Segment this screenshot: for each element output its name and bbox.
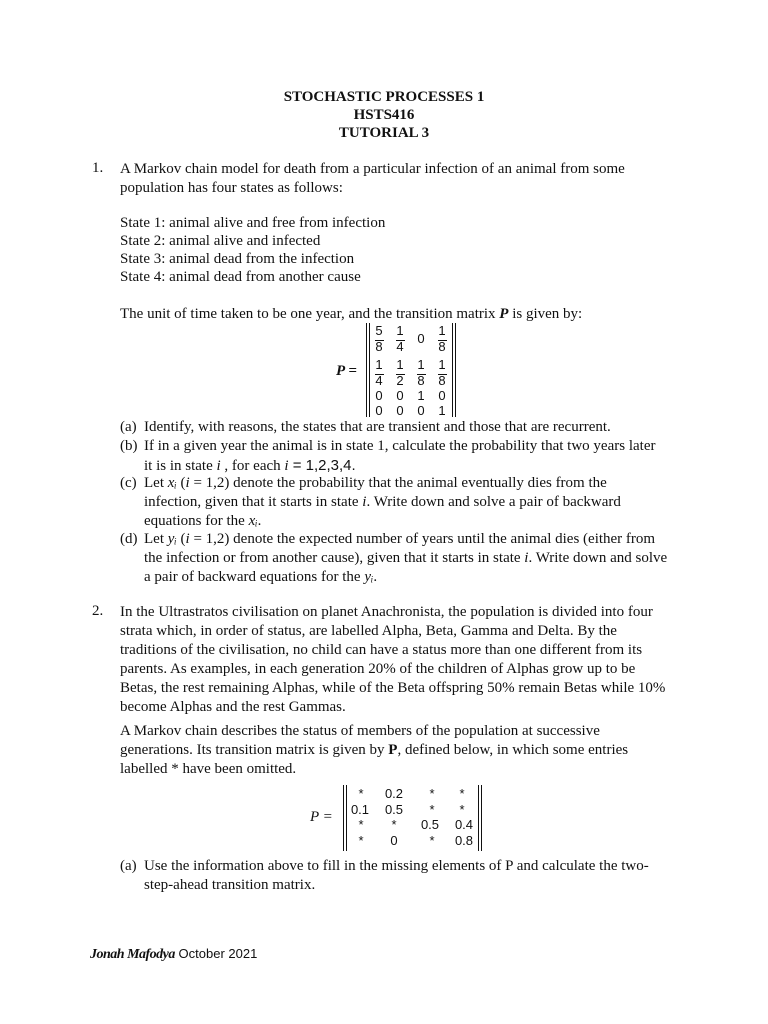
q1-d-text-e: . Write down and solve: [528, 550, 668, 566]
q2-para1: [120, 603, 675, 717]
q1-m-r1c3: 0: [417, 331, 425, 346]
q1-m-r2c2-den: 2: [396, 373, 404, 388]
q2-para1-line4: parents. As examples, in each generation 20% of the children of Alphas grow up to be: [120, 661, 636, 677]
q1-part-b-line1: If in a given year the animal is in state 1, calculate the probability that two years later: [144, 438, 656, 454]
tutorial-title: TUTORIAL 3: [338, 125, 430, 141]
q1-d-text-b: (: [176, 531, 186, 547]
q2-m-r3c3: 0.5: [420, 817, 440, 832]
q1-c-text-f: equations for the: [144, 513, 249, 529]
q1-c-text-a: Let: [144, 475, 168, 491]
q2-m-r3c4: 0.4: [454, 817, 474, 832]
footer: [90, 946, 257, 963]
q1-m-r1c1-num: 5: [375, 323, 383, 338]
q2-para1-line1: In the Ultrastratos civilisation on planet Anachronista, the population is divided into four: [120, 604, 653, 620]
q1-part-c-line1: [144, 474, 675, 493]
q1-d-sym-yi2: yᵢ: [364, 569, 374, 585]
q1-m-r1c2-num: 1: [396, 323, 404, 338]
q2-transition-matrix: [343, 785, 483, 851]
q1-number: 1.: [92, 160, 104, 176]
q2-para1-line6: become Alphas and the rest Gammas.: [120, 699, 346, 715]
q1-m-r3c1: 0: [375, 388, 383, 403]
q1-part-d-label: (d): [120, 531, 138, 547]
q1-c-sym-xi2: xᵢ: [248, 513, 258, 529]
q2-m-r4c1: *: [358, 833, 364, 848]
course-title: STOCHASTIC PROCESSES 1: [283, 89, 485, 105]
q1-state-2: State 2: animal alive and infected: [120, 233, 321, 249]
q2-para2-text-a: generations. Its transition matrix is given by: [120, 742, 389, 758]
q2-part-a: [144, 857, 675, 895]
q1-part-c-line2: [144, 493, 675, 512]
q1-d-text-f: a pair of backward equations for the: [144, 569, 365, 585]
q1-m-r2c3-den: 8: [417, 373, 425, 388]
q1-d-text-d: the infection or from another cause), given that it starts in state: [144, 550, 525, 566]
course-code: HSTS416: [353, 107, 415, 123]
q2-m-r2c4: *: [459, 802, 465, 817]
q1-b-text-b: , for each: [220, 458, 285, 474]
q2-m-r1c4: *: [459, 786, 465, 801]
q1-part-c-line3: [144, 512, 261, 531]
q1-m-r4c3: 0: [417, 403, 425, 418]
q2-para1-line3: traditions of the civilisation, no child can have a status more than one different from its: [120, 642, 643, 658]
q1-c-sym-i: i: [185, 475, 190, 491]
q1-b-sym-i2: i: [284, 458, 289, 474]
q1-c-text-d: infection, given that it starts in state: [144, 494, 363, 510]
q1-d-sym-i2: i: [524, 550, 529, 566]
q2-part-a-line1: Use the information above to fill in the missing elements of P and calculate the two-: [144, 858, 649, 874]
q1-m-r1c1-den: 8: [375, 339, 383, 354]
q1-state-4: State 4: animal dead from another cause: [120, 269, 361, 285]
q1-m-r1c4-den: 8: [438, 339, 446, 354]
q2-para2: [120, 722, 675, 779]
q1-state-3: State 3: animal dead from the infection: [120, 251, 355, 267]
q1-m-r2c3-num: 1: [417, 357, 425, 372]
q2-m-r1c1: *: [358, 786, 364, 801]
q2-para1-line2: strata which, in order of status, are labelled Alpha, Beta, Gamma and Delta. By the: [120, 623, 617, 639]
q1-matrix-intro-b: is given by:: [508, 306, 583, 322]
q1-transition-matrix: [366, 323, 458, 417]
q1-part-b-line2: [144, 456, 356, 476]
q2-para2-bold-p: P: [388, 742, 398, 758]
q1-state-1: State 1: animal alive and free from infection: [120, 215, 386, 231]
q1-c-sym-i2: i: [362, 494, 367, 510]
q2-para2-line3: labelled * have been omitted.: [120, 761, 297, 777]
q2-para1-line5: Betas, the rest remaining Alphas, while of the Beta offspring 50% remain Betas while 10%: [120, 680, 666, 696]
q2-matrix-label: P =: [310, 809, 333, 825]
q1-d-text-c: = 1,2) denote the expected number of years until the animal dies (either from: [189, 531, 656, 547]
q2-m-r4c4: 0.8: [454, 833, 474, 848]
q1-d-text-g: .: [373, 569, 378, 585]
q2-m-r3c2: *: [391, 817, 397, 832]
q1-m-r2c1-num: 1: [375, 357, 383, 372]
q2-m-r4c3: *: [429, 833, 435, 848]
q2-m-r3c1: *: [358, 817, 364, 832]
q1-part-a-label: (a): [120, 419, 137, 435]
q2-part-a-line2: step-ahead transition matrix.: [144, 877, 316, 893]
q1-m-r3c4: 0: [438, 388, 446, 403]
q2-para2-line1: A Markov chain describes the status of members of the population at successive: [120, 723, 600, 739]
q1-c-text-g: .: [257, 513, 262, 529]
q1-m-r3c3: 1: [417, 388, 425, 403]
q1-matrix-symbol: P: [499, 306, 509, 322]
q2-m-r2c1: 0.1: [350, 802, 370, 817]
q1-m-r2c4-den: 8: [438, 373, 446, 388]
q1-m-r4c1: 0: [375, 403, 383, 418]
q1-m-r3c2: 0: [396, 388, 404, 403]
q1-m-r1c4-num: 1: [438, 323, 446, 338]
q1-c-text-c: = 1,2) denote the probability that the animal eventually dies from the: [189, 475, 607, 491]
q1-m-r2c4-num: 1: [438, 357, 446, 372]
q2-m-r1c3: *: [429, 786, 435, 801]
q1-matrix-intro-a: The unit of time taken to be one year, and the transition matrix: [120, 306, 500, 322]
author-signature: Jonah Mafodya: [90, 947, 175, 962]
q1-part-d-line2: [144, 549, 675, 568]
q1-b-text-a: it is in state: [144, 458, 217, 474]
q2-para2-text-b: , defined below, in which some entries: [397, 742, 629, 758]
q1-d-sym-yi: yᵢ: [167, 531, 177, 547]
q1-m-r2c1-den: 4: [375, 373, 383, 388]
q1-c-text-e: . Write down and solve a pair of backward: [366, 494, 621, 510]
q1-matrix-label: P =: [336, 363, 357, 379]
q1-part-d-line3: [144, 568, 377, 587]
q1-m-r2c2-num: 1: [396, 357, 404, 372]
q2-para2-line2: [120, 741, 675, 760]
q1-b-sym-i1: i: [216, 458, 221, 474]
q2-m-r2c2: 0.5: [384, 802, 404, 817]
q1-d-text-a: Let: [144, 531, 168, 547]
q1-part-a-text: Identify, with reasons, the states that are transient and those that are recurrent.: [144, 419, 611, 435]
q1-m-r4c4: 1: [438, 403, 446, 418]
q2-m-r1c2: 0.2: [384, 786, 404, 801]
q1-c-sym-xi: xᵢ: [167, 475, 177, 491]
q2-part-a-label: (a): [120, 858, 137, 874]
q2-m-r2c3: *: [429, 802, 435, 817]
q1-matrix-intro: [120, 305, 582, 324]
footer-date: October 2021: [178, 946, 258, 961]
q1-m-r4c2: 0: [396, 403, 404, 418]
q1-m-r1c2-den: 4: [396, 339, 404, 354]
q1-d-sym-i: i: [185, 531, 190, 547]
q1-part-c-label: (c): [120, 475, 137, 491]
q1-intro: A Markov chain model for death from a particular infection of an animal from some population has four states as follows:: [120, 161, 625, 196]
q1-part-d-line1: [144, 530, 675, 549]
q2-m-r4c2: 0: [390, 833, 398, 848]
q1-c-text-b: (: [176, 475, 186, 491]
q1-b-text-c: = 1,2,3,4.: [288, 457, 356, 474]
q1-part-b-label: (b): [120, 438, 138, 454]
q2-number: 2.: [92, 603, 104, 619]
